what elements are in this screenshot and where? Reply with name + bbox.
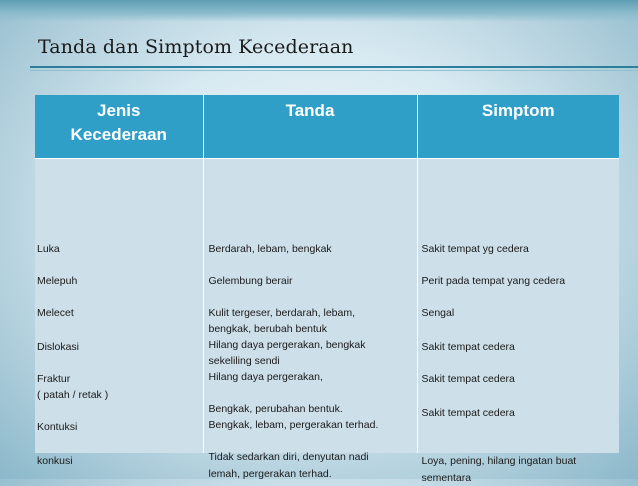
injury-fraktur-note: ( patah / retak ): [37, 389, 109, 401]
sign-fraktur-line2: Bengkak, perubahan bentuk.: [208, 403, 343, 415]
table-body-row: [35, 159, 619, 454]
sign-melecet-line1: Kulit tergeser, berdarah, lebam,: [208, 307, 355, 319]
symptom-fraktur: Sakit tempat cedera: [421, 373, 515, 385]
title-underline: [30, 66, 638, 68]
signs-cell: [203, 159, 417, 480]
injury-melecet: Melecet: [37, 307, 74, 319]
injury-fraktur: Fraktur: [37, 373, 71, 385]
injury-melepuh: Melepuh: [37, 275, 78, 287]
sign-melepuh: Gelembung berair: [208, 275, 293, 287]
symptom-dislokasi: Sakit tempat cedera: [421, 341, 515, 353]
header-tanda: Tanda: [203, 95, 417, 159]
injury-table-container: [35, 95, 619, 484]
slide-title: Tanda dan Simptom Kecederaan: [38, 36, 354, 58]
sign-konkusi-line1: Tidak sedarkan diri, denyutan nadi: [208, 451, 369, 463]
symptom-luka: Sakit tempat yg cedera: [421, 243, 529, 255]
header-jenis-kecederaan: [35, 95, 203, 159]
header-jenis-line1: Jenis: [97, 101, 141, 120]
header-simptom: Simptom: [417, 95, 619, 159]
injury-table: [35, 95, 619, 484]
injury-type-cell: [35, 159, 203, 467]
header-jenis-line2: Kecederaan: [70, 125, 167, 144]
title-underline-thin: [30, 70, 638, 71]
injury-luka: Luka: [37, 243, 60, 255]
sign-luka: Berdarah, lebam, bengkak: [208, 243, 332, 255]
injury-dislokasi: Dislokasi: [37, 341, 80, 353]
sign-dislokasi-line2: sekeliling sendi: [208, 355, 280, 367]
sign-dislokasi-line1: Hilang daya pergerakan, bengkak: [208, 339, 366, 351]
injury-kontuksi: Kontuksi: [37, 421, 78, 433]
top-decorative-strip: [0, 0, 638, 22]
sign-konkusi-line2: lemah, pergerakan terhad.: [208, 468, 332, 480]
symptoms-cell: [417, 159, 619, 484]
symptom-konkusi-line2: sementara: [421, 472, 472, 484]
symptom-melepuh: Perit pada tempat yang cedera: [421, 275, 566, 287]
sign-melecet-line2: bengkak, berubah bentuk: [208, 323, 328, 335]
sign-fraktur: Hilang daya pergerakan,: [208, 371, 323, 383]
table-header-row: [35, 95, 619, 159]
symptom-melecet: Sengal: [421, 307, 455, 319]
injury-konkusi: konkusi: [37, 455, 73, 467]
symptom-konkusi-line1: Loya, pening, hilang ingatan buat: [421, 455, 577, 467]
symptom-kontuksi: Sakit tempat cedera: [421, 407, 515, 419]
sign-kontuksi: Bengkak, lebam, pergerakan terhad.: [208, 419, 379, 431]
